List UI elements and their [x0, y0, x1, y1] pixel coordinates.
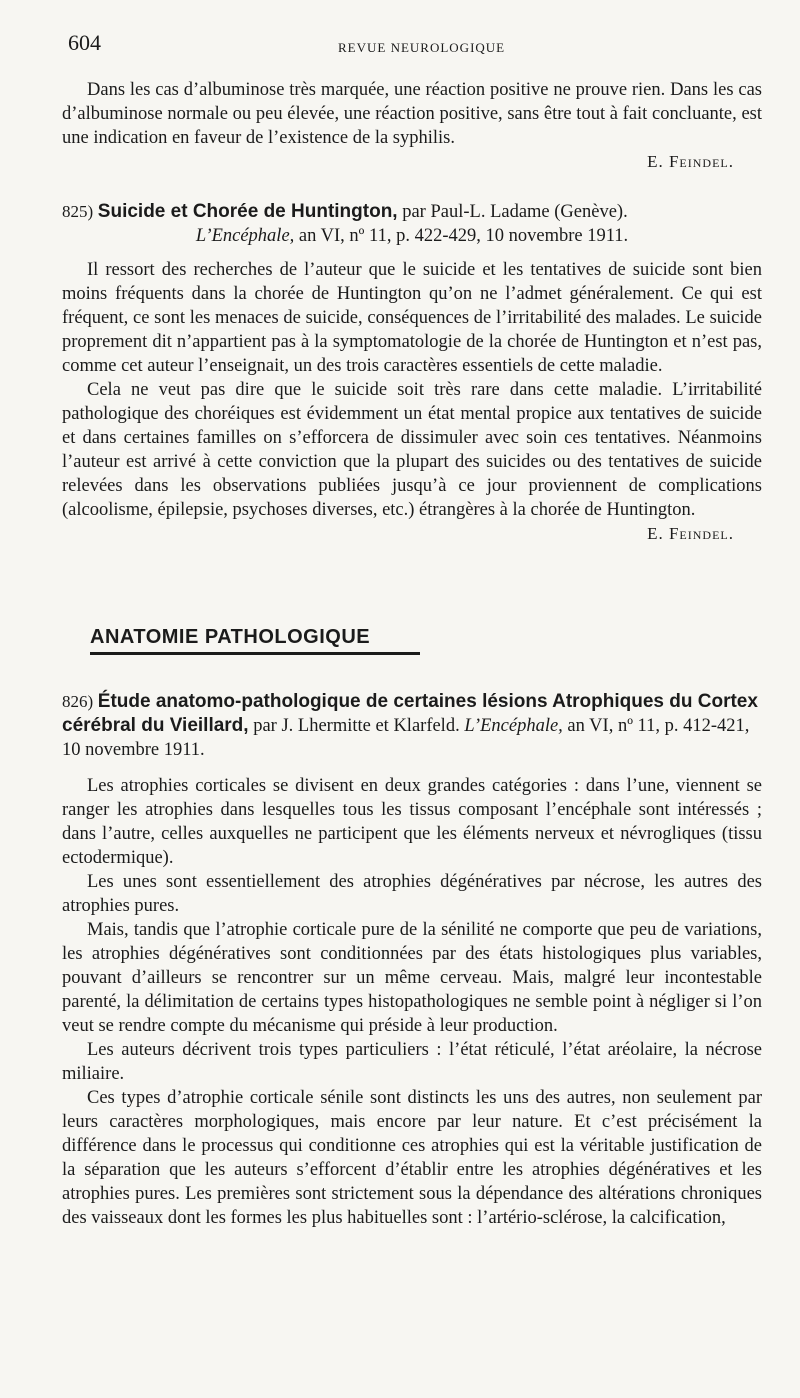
paragraph: Mais, tandis que l’atrophie corticale pure de la sénilité ne comporte que peu de variations, les atrophies dégénératives sont conditionnées par des états histologiques plus variables, pouvant d’ailleurs se rencontrer sur un même cerveau. Mais, malgré leur incontestable parenté, la délimitation de certains types histopathologiques ne semble point à négliger si l’on veut se rendre compte du mécanisme qui préside à leur production.	[62, 920, 762, 1036]
entry-authors: par J. Lhermitte et Klarfeld.	[253, 716, 460, 736]
page-number: 604	[68, 30, 101, 55]
entry-number: 826)	[62, 692, 94, 711]
entry-body	[62, 774, 762, 1230]
entry-body	[62, 258, 762, 522]
entry-number: 825)	[62, 202, 94, 221]
paragraph: Les auteurs décrivent trois types particuliers : l’état réticulé, l’état aréolaire, la nécrose miliaire.	[62, 1040, 762, 1084]
entry-heading	[62, 200, 762, 224]
paragraph: Les unes sont essentiellement des atrophies dégénératives par nécrose, les autres des atrophies pures.	[62, 872, 762, 916]
entry-title: Suicide et Chorée de Huntington,	[97, 201, 398, 222]
paragraph: Il ressort des recherches de l’auteur que le suicide et les tentatives de suicide sont bien moins fréquents dans la chorée de Huntington qu’on ne l’admet généralement. Ce qui est fréquent, ce sont les menaces de suicide, conséquences de l’irritabilité des malades. Le suicide proprement dit n’appartient pas à la symptomatologie de la chorée de Huntington et n’est pas, comme cet auteur l’enseignait, un des trois caractères essentiels de cette maladie.	[62, 260, 762, 376]
entry-heading	[62, 690, 762, 762]
section-heading: ANATOMIE PATHOLOGIQUE	[90, 626, 371, 648]
entry-reference: an VI, nº 11, p. 422-429, 10 novembre 1911.	[298, 226, 629, 246]
running-title: REVUE NEUROLOGIQUE	[338, 40, 506, 55]
section-underline	[90, 652, 420, 655]
paragraph: Dans les cas d’albuminose très marquée, une réaction positive ne prouve rien. Dans les cas d’albuminose normale ou peu élevée, une réaction positive, sans être tout à fait concluante, est une indication en faveur de l’existence de la syphilis.	[62, 80, 762, 148]
entry-825	[62, 200, 762, 544]
paragraph: Cela ne veut pas dire que le suicide soit très rare dans cette maladie. L’irritabilité pathologique des choréiques est évidemment un état mental propice aux tentatives de suicide et dans certaines familles on s’efforcera de dissimuler avec soin ces tentatives. Néanmoins l’auteur est arrivé à cette conviction que la plupart des suicides ou des tentatives de suicide relevées dans les observations publiées jusqu’à ce jour proviennent de complications (alcoolisme, épilepsie, psychoses diverses, etc.) étrangères à la chorée de Huntington.	[62, 380, 762, 520]
entry-826	[62, 690, 762, 1230]
entry-reference: an VI, nº 11, p. 412-421, 10 novembre 1911.	[62, 716, 750, 760]
continued-abstract	[62, 78, 762, 172]
entry-reference-line	[62, 224, 762, 248]
entry-title: Étude anatomo-pathologique de certaines lésions Atrophiques du Cortex cérébral du Vieillard,	[62, 691, 758, 736]
journal-name: L’Encéphale,	[464, 716, 563, 736]
journal-name: L’Encéphale,	[195, 226, 295, 246]
paragraph: Ces types d’atrophie corticale sénile sont distincts les uns des autres, non seulement par leurs caractères morphologiques, mais encore par leur nature. Et c’est précisément la différence dans le processus qui conditionne ces atrophies qui est la véritable justification de la séparation que les auteurs s’efforcent d’établir entre les atrophies dégénératives et les atrophies pures. Les premières sont strictement sous la dépendance des altérations chroniques des vaisseaux dont les formes les plus habituelles sont : l’artério-sclérose, la calcification,	[62, 1088, 762, 1228]
signature: E. Feindel.	[647, 524, 734, 543]
signature: E. Feindel.	[647, 152, 734, 171]
paragraph: Les atrophies corticales se divisent en deux grandes catégories : dans l’une, viennent se ranger les atrophies dans lesquelles tous les tissus composant l’encéphale sont intéressés ; dans l’autre, celles auxquelles ne participent que les éléments nerveux et névrogliques (tissu ectodermique).	[62, 776, 762, 868]
page-header	[68, 30, 760, 60]
entry-authors: par Paul-L. Ladame (Genève).	[402, 202, 628, 222]
